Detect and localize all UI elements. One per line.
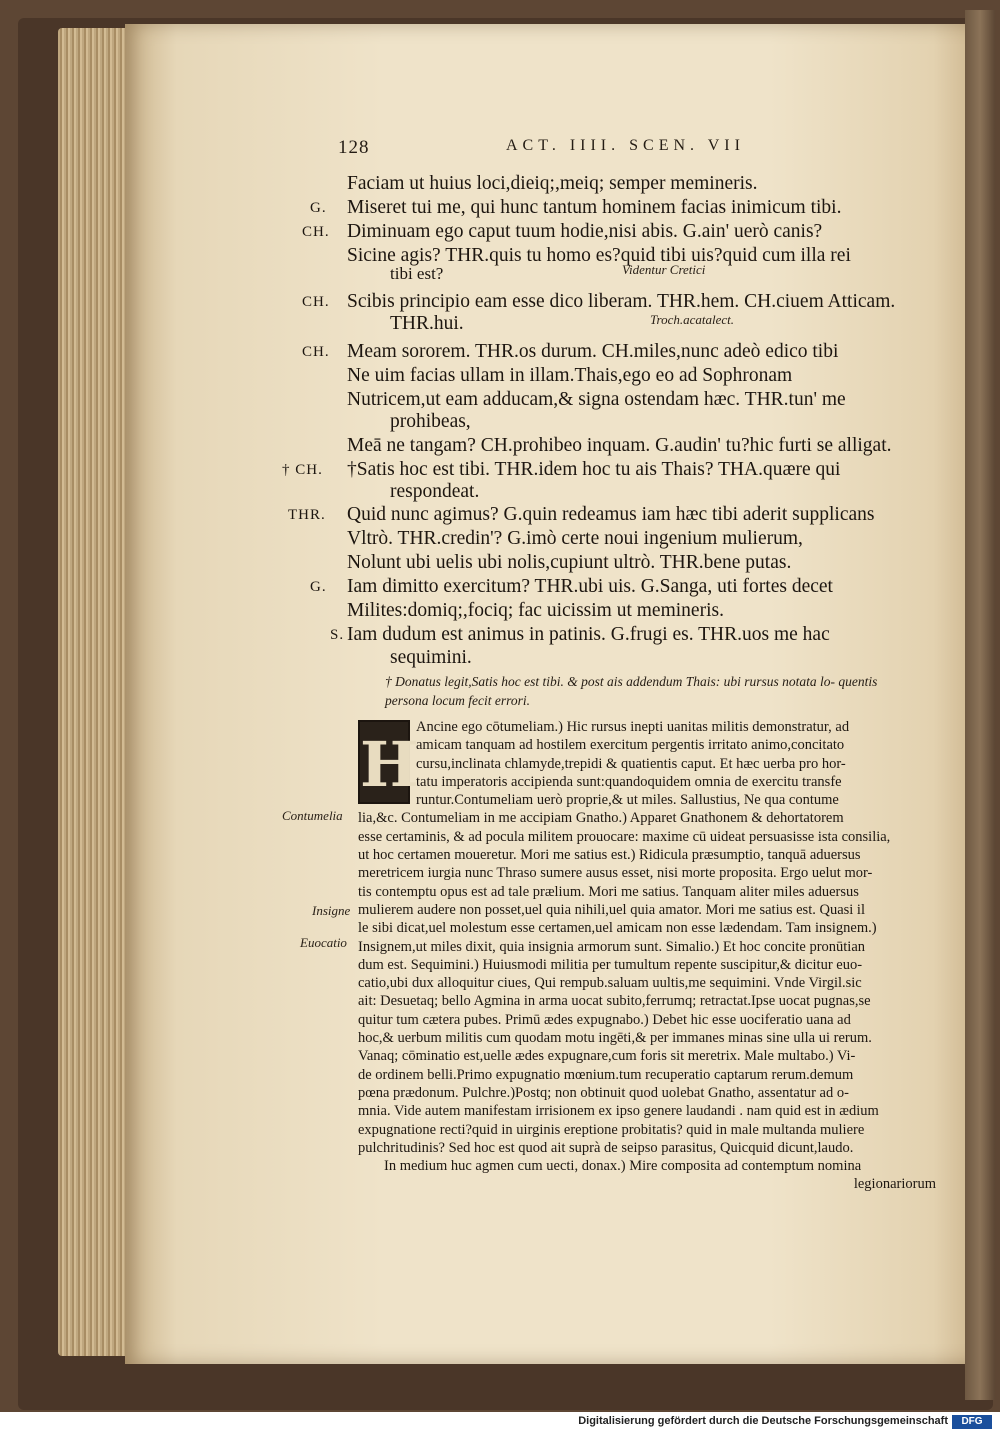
- speaker-label: G.: [310, 579, 327, 595]
- verse-line: prohibeas,: [390, 411, 471, 432]
- speaker-label: CH.: [302, 294, 330, 310]
- commentary-line: hoc,& uerbum militis cum quodam motu ingēti,& per immanes minas sine ulla ui rerum.: [358, 1030, 872, 1047]
- verse-line: Faciam ut huius loci,dieiq;,meiq; semper memineris.: [347, 173, 758, 194]
- verse-line: Ne uim facias ullam in illam.Thais,ego eo ad Sophronam: [347, 365, 793, 386]
- verse-line: Iam dudum est animus in patinis. G.frugi es. THR.uos me hac: [347, 624, 830, 645]
- verse-line: respondeat.: [390, 481, 480, 502]
- verse-line: Milites:domiq;,fociq; fac uicissim ut memineris.: [347, 600, 724, 621]
- verse-line: Miseret tui me, qui hunc tantum hominem facias inimicum tibi.: [347, 197, 842, 218]
- commentary-line: meretricem iurgia nunc Thraso sumere ausus esset, nisi morte proposita. Ergo uelut mor-: [358, 865, 873, 882]
- margin-euocatio: Euocatio: [300, 935, 347, 950]
- verse-line: Iam dimitto exercitum? THR.ubi uis. G.Sanga, uti fortes decet: [347, 576, 833, 597]
- initial-letter: H: [360, 728, 419, 801]
- commentary-line: Vanaq; cōminatio est,uelle ædes expugnare,cum foris sit meretrix. Male multabo.) Vi-: [358, 1048, 856, 1065]
- speaker-label: THR.: [288, 507, 326, 523]
- commentary-block: [358, 718, 936, 1194]
- footer-credit: Digitalisierung gefördert durch die Deutsche Forschungsgemeinschaft: [578, 1415, 948, 1427]
- commentary-line: pœna prædonum. Pulchre.)Postq; non obtinuit quod uolebat Gnatho, assentatur ad o-: [358, 1084, 849, 1101]
- verse-line: THR.hui.: [390, 313, 464, 334]
- verse-line: Nolunt ubi uelis ubi nolis,cupiunt ultrò. THR.bene putas.: [347, 552, 792, 573]
- verse-line: Diminuam ego caput tuum hodie,nisi abis. G.ain' uerò canis?: [347, 221, 823, 242]
- digitization-footer: [0, 1412, 1000, 1433]
- margin-note-troch: Troch.acatalect.: [650, 312, 735, 327]
- commentary-line: Ancine ego cōtumeliam.) Hic rursus inepti uanitas militis demonstratur, ad: [416, 719, 850, 735]
- commentary-line: ut hoc certamen moueretur. Mori me satius est.) Ridicula præsumptio, tanquā aduersus: [358, 847, 861, 864]
- verse-line: Vltrò. THR.credin'? G.imò certe noui ingenium mulierum,: [347, 528, 803, 549]
- margin-insigne: Insigne: [312, 903, 351, 918]
- verse-line: Quid nunc agimus? G.quin redeamus iam hæc tibi aderit supplicans: [347, 504, 875, 525]
- verse-line: †Satis hoc est tibi. THR.idem hoc tu ais Thais? THA.quære qui: [347, 459, 841, 480]
- speaker-label: CH.: [302, 224, 330, 240]
- commentary-line: quitur tum cætera pubes. Primū ædes expugnabo.) Debet hic esse uociferatio uana ad: [358, 1011, 851, 1028]
- verse-line: Scibis principio eam esse dico liberam. THR.hem. CH.ciuem Atticam.: [347, 291, 896, 312]
- speaker-label: S.: [330, 627, 345, 643]
- verse-line: Sicine agis? THR.quis tu homo es?quid tibi uis?quid cum illa rei: [347, 245, 851, 266]
- verse-line: sequimini.: [390, 647, 472, 668]
- commentary-line: ait: Desuetaq; bello Agmina in arma uocat subito,ferrumq; retractat.Ipse uocat pugnas,se: [358, 993, 871, 1010]
- commentary-line: Insignem,ut miles dixit, quia insignia armorum sunt. Simalio.) Et hoc concite pronūtian: [358, 938, 866, 955]
- binding-edge: [965, 10, 995, 1400]
- margin-note-videntur: Videntur Cretici: [622, 262, 706, 277]
- commentary-line: mnia. Vide autem manifestam irrisionem ex ipso genere laudandi . nam quid est in ædium: [358, 1103, 879, 1120]
- commentary-line: mulierem audere non posset,uel quia nihili,uel quia amator. Mori me satius est. Quasi il: [358, 901, 865, 918]
- verse-line: Meā ne tangam? CH.prohibeo inquam. G.audin' tu?hic furti se alligat.: [347, 435, 892, 456]
- commentary-line: esse certaminis, & ad pocula militem prouocare: maxime cū uideat persuasisse ista consilia,: [358, 828, 891, 845]
- commentary-line: tatu imperatoris accipienda sunt:quandoquidem omnia de exercitu transfe: [416, 773, 842, 790]
- commentary-line: legionariorum: [853, 1176, 936, 1193]
- running-head: ACT. IIII. SCEN. VII: [506, 137, 745, 154]
- commentary-line: tis contemptu opus est ad tale prælium. Mori me satius. Tanquam aliter miles aduersus: [358, 883, 859, 900]
- commentary-line: cursu,inclinata chlamyde,trepidi & quatientis caput. Et hæc uerba pro hor-: [416, 755, 846, 772]
- commentary-line: amicam tanquam ad hostilem exercitum pergentis irritato animo,concitato: [416, 737, 845, 754]
- page-edges: [58, 28, 128, 1356]
- dfg-logo: DFG: [952, 1415, 992, 1429]
- commentary-line: le sibi dicat,uel molestum esse certamen,uel amicam non esse lædendam. Tam insignem.): [358, 920, 877, 937]
- footnote: † Donatus legit,Satis hoc est tibi. & post ais addendum Thais: ubi rursus notata lo- quentis persona locum fecit errori.: [385, 674, 878, 708]
- margin-contumelia: Contumelia: [282, 808, 343, 823]
- commentary-line: expugnatione recti?quid in uirginis ereptione probitatis? quid in male multanda muliere: [358, 1121, 865, 1138]
- verse-line: Meam sororem. THR.os durum. CH.miles,nunc adeò edico tibi: [347, 341, 839, 362]
- speaker-label: CH.: [302, 344, 330, 360]
- commentary-line: dum est. Sequimini.) Huiusmodi militia per tumultum repente suscipitur,& dicitur euo-: [358, 956, 863, 973]
- commentary-line: lia,&c. Contumeliam in me accipiam Gnatho.) Apparet Gnathonem & dehortatorem: [358, 810, 844, 827]
- verse-line: tibi est?: [390, 264, 444, 283]
- commentary-line: catio,ubi dux alloquitur ciues, Qui rempub.saluam uultis,me sequimini. Vnde Virgil.sic: [358, 975, 862, 992]
- commentary-line: pulchritudinis? Sed hoc est quod ait suprà de seipso parasitus, Quicquid dicunt,laudo.: [358, 1139, 854, 1156]
- commentary-line: de ordinem belli.Primo expugnatio mœnium.tum recuperatio captarum rerum.demum: [358, 1066, 854, 1083]
- speaker-label: G.: [310, 200, 327, 216]
- commentary-line: runtur.Contumeliam uerò proprie,& ut miles. Sallustius, Ne qua contume: [416, 792, 839, 809]
- verse-line: Nutricem,ut eam adducam,& signa ostendam hæc. THR.tun' me: [347, 389, 846, 410]
- speaker-label: † CH.: [282, 462, 323, 478]
- commentary-line: In medium huc agmen cum uecti, donax.) Mire composita ad contemptum nomina: [384, 1158, 862, 1175]
- page-number: 128: [338, 137, 370, 158]
